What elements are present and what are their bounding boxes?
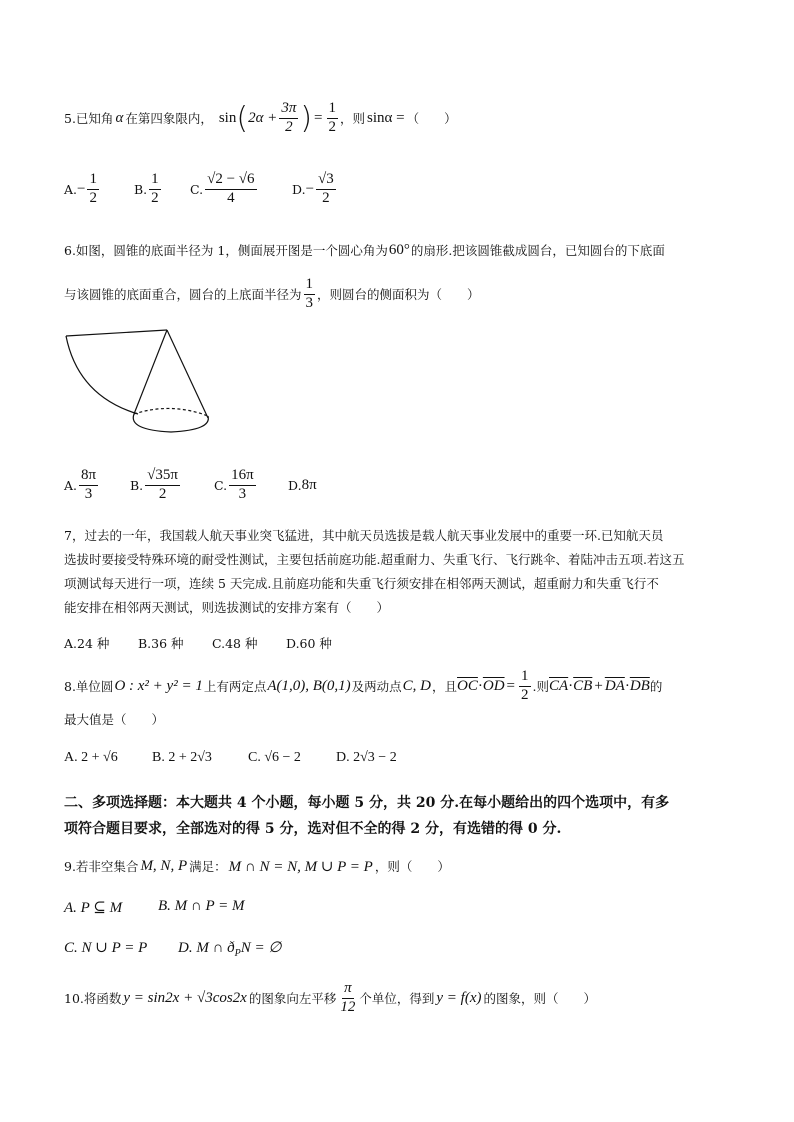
q6-line1 [64, 240, 665, 260]
q8-points: A(1,0), B(0,1) [267, 677, 351, 694]
q6-option-c-frac [229, 468, 256, 503]
q5-option-c-den: 4 [227, 189, 235, 206]
q9-options-row1 [64, 898, 245, 917]
q8-option-d[interactable]: D. 2√3 − 2 [336, 750, 397, 765]
q8-vec-od: $\overline{OD}$ [482, 677, 505, 694]
q7-option-c[interactable]: C.48 种 [212, 636, 258, 651]
cone-base-front [133, 414, 208, 432]
q8-cd: C, D [402, 677, 432, 694]
q7-line4: 能安排在相邻两天测试，则选拔测试的安排方案有（ ） [64, 600, 390, 615]
q5-option-d-den: 2 [322, 189, 330, 206]
q5-option-b-label: B. [134, 181, 148, 197]
q8-vec-cb: $\overline{CB}$ [573, 677, 593, 694]
q6-option-d[interactable] [288, 477, 317, 494]
q9-option-c[interactable]: C. N ∪ P = P [64, 940, 148, 956]
q5-stem-mid: 在第四象限内， [125, 111, 213, 126]
q5-sin: sin [218, 109, 237, 126]
q8-dot-2: · [568, 677, 574, 694]
q8-vec-ca: $\overline{CA}$ [549, 677, 569, 694]
q8-dot-1: · [477, 677, 483, 694]
q7-option-b[interactable]: B.36 种 [138, 636, 184, 651]
q5-stem-prefix: 5.已知角 [64, 111, 114, 126]
q8-vec-oc: $\overline{OC}$ [457, 677, 478, 694]
q9-option-d[interactable] [178, 938, 281, 959]
q5-option-d-frac [316, 172, 336, 207]
q9-text-a: 满足： [189, 859, 227, 874]
q8-half-num: 1 [519, 669, 531, 687]
q9-option-d-tail: N = ∅ [240, 940, 282, 956]
q6-option-a[interactable] [64, 468, 130, 503]
q8-text-c: ，且 [432, 679, 458, 694]
q8-text-e: 的 [649, 679, 663, 694]
q5-option-b-frac [149, 172, 161, 207]
q7-options [64, 634, 332, 652]
q5-option-a-sign: − [77, 180, 86, 197]
q8-option-c[interactable]: C. √6 − 2 [248, 750, 301, 765]
q10-frac-num: π [342, 981, 354, 999]
q5-option-a-frac [87, 172, 99, 207]
q9-option-a[interactable]: A. P ⊆ M [64, 900, 123, 916]
q8-line2: 最大值是（ ） [64, 712, 165, 727]
q8-half-den: 2 [521, 686, 529, 703]
q8-line1 [64, 666, 662, 706]
q9-cond: M ∩ N = N, M ∪ P = P [228, 858, 373, 875]
q8-options [64, 750, 397, 766]
q6-option-a-frac [79, 468, 98, 503]
q8-frac-half [519, 669, 531, 704]
q8-option-a[interactable]: A. 2 + √6 [64, 750, 118, 765]
q6-line2-a: 与该圆锥的底面重合，圆台的上底面半径为 [64, 287, 302, 302]
section2-line2: 项符合题目要求，全部选对的得 5 分，选对但不全的得 2 分，有选错的得 0 分. [64, 821, 562, 837]
q6-option-d-label: D. [288, 477, 302, 493]
q5-sin-alpha: sinα = [367, 109, 405, 126]
q8-dot-3: · [624, 677, 630, 694]
q10-frac-den: 12 [340, 998, 356, 1015]
q5-option-d-num: √3 [316, 172, 336, 190]
q10-stem [64, 978, 596, 1018]
cone-base-back [134, 408, 208, 416]
q5-option-c-label: C. [190, 181, 204, 197]
q9-stem [64, 856, 450, 876]
q7-option-d[interactable]: D.60 种 [286, 636, 332, 651]
q6-frac-den: 3 [305, 294, 314, 311]
q6-option-b-label: B. [130, 477, 144, 493]
q6-line2 [64, 274, 480, 314]
cone-left-slant [134, 330, 167, 414]
q10-prefix: 10.将函数 [64, 991, 122, 1006]
section2-heading [64, 790, 669, 842]
q5-option-a[interactable] [64, 172, 134, 207]
q6-option-c-label: C. [214, 477, 228, 493]
q9-prefix: 9.若非空集合 [64, 859, 139, 874]
q6-option-d-val: 8π [301, 476, 317, 493]
q7-line2: 选拔时要接受特殊环境的耐受性测试，主要包括前庭功能.超重耐力、失重飞行、飞行跳伞、着陆冲击五项.若这五 [64, 552, 685, 567]
cone-figure [62, 326, 222, 440]
q6-options [64, 464, 317, 506]
q9-option-d-head: D. M ∩ ð [178, 940, 235, 956]
q7-line3: 项测试每天进行一项，连续 5 天完成.且前庭功能和失重飞行须安排在相邻两天测试，超重耐力和失重飞行不 [64, 576, 659, 591]
q5-half-den: 2 [328, 118, 337, 135]
q8-prefix: 8.单位圆 [64, 679, 114, 694]
q5-option-d-label: D. [292, 181, 306, 197]
q8-eq: = [506, 677, 516, 694]
q6-line1-a: 6.如图，圆锥的底面半径为 1，侧面展开图是一个圆心角为 [64, 243, 388, 258]
q5-equals: = [314, 109, 323, 126]
q5-frac-half [327, 101, 339, 136]
q6-line2-b: ，则圆台的侧面积为（ ） [317, 287, 480, 302]
q5-paren-open: ( [236, 100, 249, 136]
q5-option-a-num: 1 [87, 172, 99, 190]
q6-option-b-frac [145, 468, 180, 503]
q6-option-c-num: 16π [229, 468, 256, 486]
q9-option-b[interactable]: B. M ∩ P = M [158, 898, 245, 914]
cone-right-slant [167, 330, 208, 418]
q8-vec-da: $\overline{DA}$ [604, 677, 625, 694]
q7-stem [64, 524, 684, 620]
q10-text-a: 的图象向左平移 [248, 991, 337, 1006]
q6-line1-b: 的扇形.把该圆锥截成圆台，已知圆台的下底面 [410, 243, 665, 258]
q5-option-d[interactable] [292, 172, 338, 207]
q5-blank: （ ） [406, 111, 457, 126]
q7-option-a[interactable]: A.24 种 [64, 636, 110, 651]
q8-text-b: 及两动点 [351, 679, 402, 694]
q5-option-a-label: A. [64, 181, 78, 197]
q10-text-c: 的图象，则（ ） [483, 991, 596, 1006]
section2-line1: 二、多项选择题：本大题共 4 个小题，每小题 5 分，共 20 分.在每小题给出的四个选项中，有多 [64, 795, 670, 811]
q5-option-c-num: √2 − √6 [205, 172, 256, 190]
q10-frac [338, 981, 357, 1016]
q9-options-row2 [64, 938, 281, 959]
q5-option-c[interactable] [190, 172, 292, 207]
q6-option-c[interactable] [214, 468, 288, 503]
q5-options [64, 168, 338, 210]
q5-alpha: α [115, 109, 124, 126]
q6-option-b-den: 2 [158, 485, 167, 502]
q6-option-c-den: 3 [238, 485, 247, 502]
q6-option-b-num: √35π [145, 468, 180, 486]
q8-option-b[interactable]: B. 2 + 2√3 [152, 750, 212, 765]
q5-half-num: 1 [327, 101, 339, 119]
q8-circle-eq: O : x² + y² = 1 [114, 677, 203, 694]
q5-frac-num: 3π [279, 101, 298, 119]
q9-option-d-sub: P [234, 948, 241, 959]
q8-text-a: 上有两定点 [203, 679, 267, 694]
q6-option-a-num: 8π [79, 468, 98, 486]
q5-option-d-sign: − [305, 180, 315, 197]
q5-two-alpha: 2α + [248, 109, 278, 126]
q5-frac-den: 2 [285, 118, 293, 135]
q6-angle: 60° [388, 241, 410, 258]
q7-line1: 7，过去的一年，我国载人航天事业突飞猛进，其中航天员选拔是载人航天事业发展中的重要一环.已知航天员 [64, 528, 664, 543]
sector-top-edge [66, 330, 167, 336]
q6-option-a-den: 3 [84, 485, 93, 502]
q8-text-d: .则 [532, 679, 549, 694]
q10-text-b: 个单位，得到 [359, 991, 435, 1006]
q6-frac-num: 1 [304, 277, 316, 295]
q10-func: y = sin2x + √3cos2x [123, 989, 247, 1006]
q5-option-a-den: 2 [89, 189, 97, 206]
sector-arc [66, 336, 138, 414]
q5-option-c-frac [205, 172, 256, 207]
q10-fx: y = f(x) [436, 989, 482, 1006]
q8-vec-db: $\overline{DB}$ [629, 677, 650, 694]
q5-option-b[interactable] [134, 172, 190, 207]
q5-stem [64, 100, 457, 136]
q5-option-b-den: 2 [151, 189, 159, 206]
q5-paren-close: ) [300, 100, 313, 136]
q8-plus: + [594, 677, 603, 694]
q6-option-b[interactable] [130, 468, 214, 503]
q5-option-b-num: 1 [149, 172, 161, 190]
q5-frac-3pi-2 [279, 101, 298, 136]
q5-then: ，则 [340, 111, 366, 126]
q6-frac-third [304, 277, 316, 312]
q9-sets: M, N, P [140, 857, 188, 874]
q6-option-a-label: A. [64, 477, 78, 493]
q9-text-b: ，则（ ） [374, 859, 450, 874]
